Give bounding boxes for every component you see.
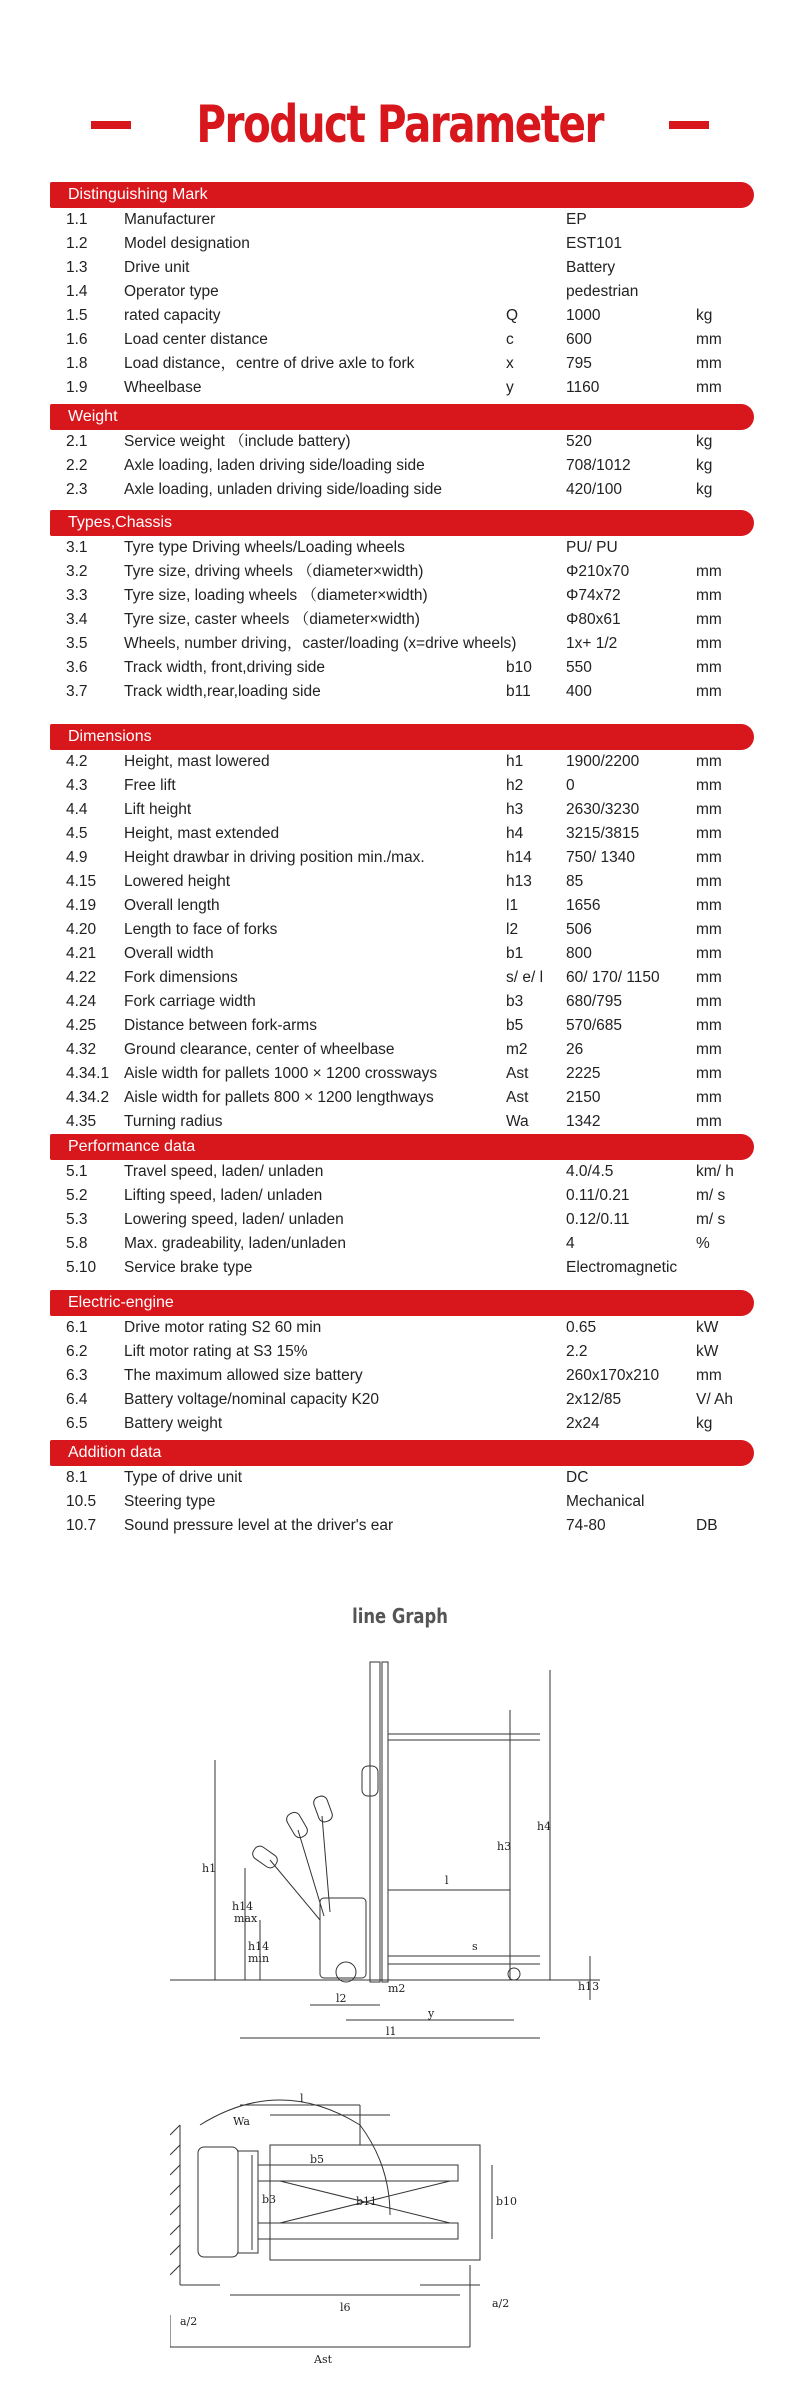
row-number: 1.3: [66, 259, 88, 276]
table-row: [50, 1490, 754, 1514]
row-unit: mm: [696, 659, 722, 676]
svg-text:h13: h13: [578, 1980, 600, 1993]
row-unit: mm: [696, 1113, 722, 1130]
graph-title: line Graph: [352, 1604, 448, 1628]
row-label: Manufacturer: [124, 211, 216, 228]
row-value: 506: [566, 921, 592, 938]
table-row: [50, 328, 754, 352]
row-symbol: s/ e/ l: [506, 969, 544, 986]
row-label: Aisle width for pallets 1000 × 1200 crossways: [124, 1065, 438, 1082]
table-row: [50, 1514, 754, 1538]
row-number: 5.1: [66, 1163, 88, 1180]
row-number: 3.6: [66, 659, 88, 676]
row-label: Tyre size, loading wheels （diameter×width): [124, 587, 428, 604]
row-unit: mm: [696, 825, 722, 842]
row-symbol: h2: [506, 777, 524, 794]
table-row: [50, 966, 754, 990]
row-label: Battery voltage/nominal capacity K20: [124, 1391, 380, 1408]
row-unit: mm: [696, 777, 722, 794]
row-label: Battery weight: [124, 1415, 223, 1432]
row-value: 420/100: [566, 481, 623, 498]
row-number: 3.1: [66, 539, 88, 556]
row-number: 3.3: [66, 587, 88, 604]
row-label: Tyre size, caster wheels （diameter×width): [124, 611, 420, 628]
table-row: [50, 536, 754, 560]
row-value: 1900/2200: [566, 753, 640, 770]
table-row: [50, 1208, 754, 1232]
section-0: [50, 182, 754, 400]
table-row: [50, 1184, 754, 1208]
row-value: 708/1012: [566, 457, 631, 474]
section-header: Distinguishing Mark: [50, 182, 754, 208]
section-header: Dimensions: [50, 724, 754, 750]
row-value: Mechanical: [566, 1493, 645, 1510]
section-1: [50, 404, 754, 502]
section-header: Weight: [50, 404, 754, 430]
row-number: 4.25: [66, 1017, 97, 1034]
row-number: 10.7: [66, 1517, 97, 1534]
table-row: [50, 1388, 754, 1412]
row-value: 2x24: [566, 1415, 600, 1432]
svg-text:h4: h4: [537, 1820, 552, 1833]
row-label: Aisle width for pallets 800 × 1200 lengthways: [124, 1089, 434, 1106]
row-unit: mm: [696, 587, 722, 604]
row-value: 1000: [566, 307, 601, 324]
section-2: [50, 510, 754, 704]
row-value: 0.12/0.11: [566, 1211, 630, 1228]
table-row: [50, 1466, 754, 1490]
row-number: 3.5: [66, 635, 88, 652]
row-unit: mm: [696, 635, 722, 652]
row-symbol: l2: [506, 921, 519, 938]
table-row: [50, 256, 754, 280]
row-symbol: c: [506, 331, 514, 348]
row-symbol: Wa: [506, 1113, 529, 1130]
row-value: Φ80x61: [566, 611, 621, 628]
row-label: Sound pressure level at the driver's ear: [124, 1517, 394, 1534]
row-label: Turning radius: [124, 1113, 223, 1130]
row-value: 4: [566, 1235, 575, 1252]
row-unit: mm: [696, 801, 722, 818]
row-unit: kW: [696, 1343, 719, 1360]
row-unit: mm: [696, 563, 722, 580]
row-number: 3.4: [66, 611, 88, 628]
row-unit: mm: [696, 1367, 722, 1384]
mast-inner: [382, 1662, 388, 1982]
table-row: [50, 750, 754, 774]
row-unit: mm: [696, 945, 722, 962]
row-value: 85: [566, 873, 584, 890]
row-unit: mm: [696, 379, 722, 396]
row-value: 570/685: [566, 1017, 623, 1034]
row-number: 1.1: [66, 211, 88, 228]
row-value: 0.11/0.21: [566, 1187, 630, 1204]
row-value: 680/795: [566, 993, 623, 1010]
row-value: 3215/3815: [566, 825, 640, 842]
table-row: [50, 918, 754, 942]
row-value: 74-80: [566, 1517, 606, 1534]
row-number: 4.35: [66, 1113, 97, 1130]
row-unit: %: [696, 1235, 710, 1252]
truck-body: [320, 1898, 366, 1978]
table-row: [50, 560, 754, 584]
row-unit: mm: [696, 993, 722, 1010]
row-number: 1.6: [66, 331, 88, 348]
row-number: 5.8: [66, 1235, 88, 1252]
table-row: [50, 280, 754, 304]
row-label: Axle loading, laden driving side/loading side: [124, 457, 425, 474]
row-value: Φ74x72: [566, 587, 621, 604]
table-row: [50, 608, 754, 632]
svg-text:a/2: a/2: [180, 2315, 198, 2328]
table-row: [50, 1014, 754, 1038]
svg-text:h14: h14: [248, 1940, 270, 1953]
table-row: [50, 352, 754, 376]
row-number: 4.24: [66, 993, 97, 1010]
table-row: [50, 942, 754, 966]
row-number: 4.5: [66, 825, 88, 842]
row-label: Drive unit: [124, 259, 190, 276]
row-value: Electromagnetic: [566, 1259, 678, 1276]
row-value: 750/ 1340: [566, 849, 635, 866]
row-label: Load distance，centre of drive axle to fork: [124, 355, 415, 372]
row-value: 0: [566, 777, 575, 794]
row-number: 3.7: [66, 683, 88, 700]
table-row: [50, 1086, 754, 1110]
row-label: Travel speed, laden/ unladen: [124, 1163, 324, 1180]
section-header: Electric-engine: [50, 1290, 754, 1316]
row-label: Track width,rear,loading side: [124, 683, 321, 700]
row-unit: m/ s: [696, 1187, 726, 1204]
row-symbol: x: [506, 355, 514, 372]
table-row: [50, 798, 754, 822]
row-label: Fork dimensions: [124, 969, 238, 986]
row-symbol: h4: [506, 825, 524, 842]
row-label: Overall width: [124, 945, 214, 962]
row-unit: DB: [696, 1517, 718, 1534]
page-title: [0, 92, 800, 158]
row-label: Lifting speed, laden/ unladen: [124, 1187, 323, 1204]
truck-top-body: [198, 2147, 238, 2257]
row-unit: kg: [696, 1415, 713, 1432]
row-unit: mm: [696, 1041, 722, 1058]
section-3: [50, 724, 754, 1134]
row-unit: V/ Ah: [696, 1391, 734, 1408]
row-unit: kg: [696, 457, 713, 474]
row-label: Operator type: [124, 283, 219, 300]
row-label: Tyre type Driving wheels/Loading wheels: [124, 539, 405, 556]
side-view-drawing: [170, 1650, 640, 2050]
title-dash-left: [91, 121, 131, 129]
row-label: Lift motor rating at S3 15%: [124, 1343, 308, 1360]
row-unit: mm: [696, 921, 722, 938]
row-unit: mm: [696, 1065, 722, 1082]
mast: [370, 1662, 380, 1982]
row-value: 60/ 170/ 1150: [566, 969, 660, 986]
row-value: 520: [566, 433, 592, 450]
row-unit: kg: [696, 481, 713, 498]
row-number: 1.5: [66, 307, 88, 324]
row-label: Drive motor rating S2 60 min: [124, 1319, 322, 1336]
row-symbol: h3: [506, 801, 524, 818]
row-unit: mm: [696, 683, 722, 700]
row-symbol: b10: [506, 659, 532, 676]
row-number: 4.34.2: [66, 1089, 110, 1106]
svg-text:h14: h14: [232, 1900, 254, 1913]
page-title-text: Product Parameter: [196, 95, 604, 155]
row-unit: mm: [696, 753, 722, 770]
row-label: Fork carriage width: [124, 993, 256, 1010]
row-number: 5.3: [66, 1211, 88, 1228]
row-number: 10.5: [66, 1493, 97, 1510]
row-label: Axle loading, unladen driving side/loading side: [124, 481, 442, 498]
row-value: 26: [566, 1041, 584, 1058]
section-header: Performance data: [50, 1134, 754, 1160]
row-value: 550: [566, 659, 592, 676]
table-row: [50, 1160, 754, 1184]
table-row: [50, 1232, 754, 1256]
row-number: 8.1: [66, 1469, 88, 1486]
row-value: 800: [566, 945, 592, 962]
row-label: The maximum allowed size battery: [124, 1367, 363, 1384]
section-4: [50, 1134, 754, 1280]
row-value: DC: [566, 1469, 589, 1486]
row-label: Wheels, number driving，caster/loading (x=drive wheels): [124, 635, 517, 652]
row-number: 4.19: [66, 897, 97, 914]
row-unit: mm: [696, 611, 722, 628]
row-label: Steering type: [124, 1493, 216, 1510]
row-number: 4.32: [66, 1041, 97, 1058]
row-number: 4.2: [66, 753, 88, 770]
table-row: [50, 894, 754, 918]
table-row: [50, 1412, 754, 1436]
row-value: 1656: [566, 897, 601, 914]
row-label: Lowering speed, laden/ unladen: [124, 1211, 344, 1228]
row-value: pedestrian: [566, 283, 639, 300]
row-symbol: y: [506, 379, 514, 396]
svg-text:l1: l1: [386, 2025, 397, 2038]
row-value: 2.2: [566, 1343, 588, 1360]
row-unit: mm: [696, 1089, 722, 1106]
row-number: 2.1: [66, 433, 88, 450]
row-value: 400: [566, 683, 592, 700]
row-symbol: h13: [506, 873, 532, 890]
row-number: 6.4: [66, 1391, 88, 1408]
row-number: 6.1: [66, 1319, 88, 1336]
row-symbol: Q: [506, 307, 519, 324]
table-row: [50, 232, 754, 256]
row-label: Height, mast extended: [124, 825, 280, 842]
row-value: EP: [566, 211, 587, 228]
svg-text:b5: b5: [310, 2153, 325, 2166]
table-row: [50, 1340, 754, 1364]
section-header: Types,Chassis: [50, 510, 754, 536]
row-number: 3.2: [66, 563, 88, 580]
svg-text:h1: h1: [202, 1862, 217, 1875]
row-number: 1.2: [66, 235, 88, 252]
table-row: [50, 584, 754, 608]
table-row: [50, 774, 754, 798]
svg-text:min: min: [248, 1952, 270, 1965]
svg-text:h3: h3: [497, 1840, 512, 1853]
row-number: 4.21: [66, 945, 97, 962]
row-number: 4.3: [66, 777, 88, 794]
row-unit: mm: [696, 331, 722, 348]
row-number: 6.5: [66, 1415, 88, 1432]
row-unit: mm: [696, 355, 722, 372]
row-number: 4.4: [66, 801, 88, 818]
row-symbol: b5: [506, 1017, 524, 1034]
row-label: Lowered height: [124, 873, 230, 890]
row-symbol: b3: [506, 993, 524, 1010]
row-number: 4.9: [66, 849, 88, 866]
row-unit: kg: [696, 433, 713, 450]
row-label: Height drawbar in driving position min./max.: [124, 849, 425, 866]
row-unit: mm: [696, 897, 722, 914]
row-value: Battery: [566, 259, 616, 276]
svg-text:l2: l2: [336, 1992, 347, 2005]
svg-text:l: l: [445, 1874, 449, 1887]
table-row: [50, 680, 754, 704]
row-unit: mm: [696, 873, 722, 890]
row-label: Wheelbase: [124, 379, 202, 396]
table-row: [50, 1110, 754, 1134]
row-label: Load center distance: [124, 331, 268, 348]
row-number: 4.15: [66, 873, 97, 890]
svg-text:b11: b11: [356, 2195, 378, 2208]
row-label: Distance between fork-arms: [124, 1017, 317, 1034]
row-symbol: m2: [506, 1041, 528, 1058]
row-value: Φ210x70: [566, 563, 630, 580]
section-5: [50, 1290, 754, 1436]
row-label: Lift height: [124, 801, 192, 818]
row-label: Tyre size, driving wheels （diameter×width): [124, 563, 424, 580]
row-value: 1x+ 1/2: [566, 635, 618, 652]
row-unit: kW: [696, 1319, 719, 1336]
row-number: 2.3: [66, 481, 88, 498]
row-value: EST101: [566, 235, 623, 252]
row-value: 0.65: [566, 1319, 597, 1336]
svg-text:b10: b10: [496, 2195, 518, 2208]
row-number: 6.2: [66, 1343, 88, 1360]
top-view-drawing: [170, 2085, 610, 2395]
row-symbol: l1: [506, 897, 519, 914]
row-symbol: b11: [506, 683, 531, 700]
svg-text:b3: b3: [262, 2193, 277, 2206]
row-unit: m/ s: [696, 1211, 726, 1228]
table-row: [50, 1062, 754, 1086]
row-value: 260x170x210: [566, 1367, 660, 1384]
row-number: 4.22: [66, 969, 97, 986]
table-row: [50, 870, 754, 894]
svg-text:Wa: Wa: [233, 2115, 250, 2128]
table-row: [50, 632, 754, 656]
table-row: [50, 846, 754, 870]
table-row: [50, 478, 754, 502]
row-value: 2x12/85: [566, 1391, 622, 1408]
svg-text:a/2: a/2: [492, 2297, 510, 2310]
row-value: 2150: [566, 1089, 601, 1106]
row-symbol: h1: [506, 753, 524, 770]
row-value: PU/ PU: [566, 539, 618, 556]
table-row: [50, 1364, 754, 1388]
table-row: [50, 430, 754, 454]
row-value: 795: [566, 355, 592, 372]
svg-text:s: s: [472, 1940, 478, 1953]
row-number: 1.8: [66, 355, 88, 372]
row-value: 1342: [566, 1113, 601, 1130]
row-label: Track width, front,driving side: [124, 659, 326, 676]
svg-text:y: y: [428, 2007, 435, 2020]
row-value: 2630/3230: [566, 801, 640, 818]
row-value: 2225: [566, 1065, 601, 1082]
row-number: 4.20: [66, 921, 97, 938]
row-label: Service weight （include battery): [124, 433, 351, 450]
row-number: 2.2: [66, 457, 88, 474]
row-unit: km/ h: [696, 1163, 734, 1180]
row-unit: kg: [696, 307, 713, 324]
table-row: [50, 208, 754, 232]
row-label: Service brake type: [124, 1259, 253, 1276]
row-number: 1.9: [66, 379, 88, 396]
section-6: [50, 1440, 754, 1538]
title-dash-right: [669, 121, 709, 129]
svg-text:l6: l6: [340, 2301, 351, 2314]
table-row: [50, 822, 754, 846]
row-symbol: Ast: [506, 1065, 529, 1082]
table-row: [50, 656, 754, 680]
row-label: Type of drive unit: [124, 1469, 243, 1486]
row-number: 5.10: [66, 1259, 97, 1276]
row-label: Model designation: [124, 235, 250, 252]
row-label: Height, mast lowered: [124, 753, 270, 770]
row-unit: mm: [696, 849, 722, 866]
svg-text:l: l: [300, 2092, 304, 2105]
row-label: Ground clearance, center of wheelbase: [124, 1041, 395, 1058]
table-row: [50, 304, 754, 328]
row-label: Overall length: [124, 897, 220, 914]
table-row: [50, 1038, 754, 1062]
svg-text:Ast: Ast: [314, 2353, 333, 2366]
svg-text:m2: m2: [388, 1982, 406, 1995]
row-label: Length to face of forks: [124, 921, 278, 938]
table-row: [50, 1316, 754, 1340]
row-unit: mm: [696, 969, 722, 986]
row-number: 1.4: [66, 283, 88, 300]
row-value: 1160: [566, 379, 600, 396]
row-unit: mm: [696, 1017, 722, 1034]
row-symbol: b1: [506, 945, 524, 962]
row-number: 4.34.1: [66, 1065, 110, 1082]
row-number: 5.2: [66, 1187, 88, 1204]
row-value: 600: [566, 331, 592, 348]
row-label: Free lift: [124, 777, 176, 794]
row-label: Max. gradeability, laden/unladen: [124, 1235, 347, 1252]
row-symbol: h14: [506, 849, 532, 866]
section-header: Addition data: [50, 1440, 754, 1466]
table-row: [50, 376, 754, 400]
svg-text:max: max: [234, 1912, 258, 1925]
row-number: 6.3: [66, 1367, 88, 1384]
row-symbol: Ast: [506, 1089, 529, 1106]
table-row: [50, 454, 754, 478]
table-row: [50, 1256, 754, 1280]
row-label: rated capacity: [124, 307, 221, 324]
table-row: [50, 990, 754, 1014]
row-value: 4.0/4.5: [566, 1163, 614, 1180]
